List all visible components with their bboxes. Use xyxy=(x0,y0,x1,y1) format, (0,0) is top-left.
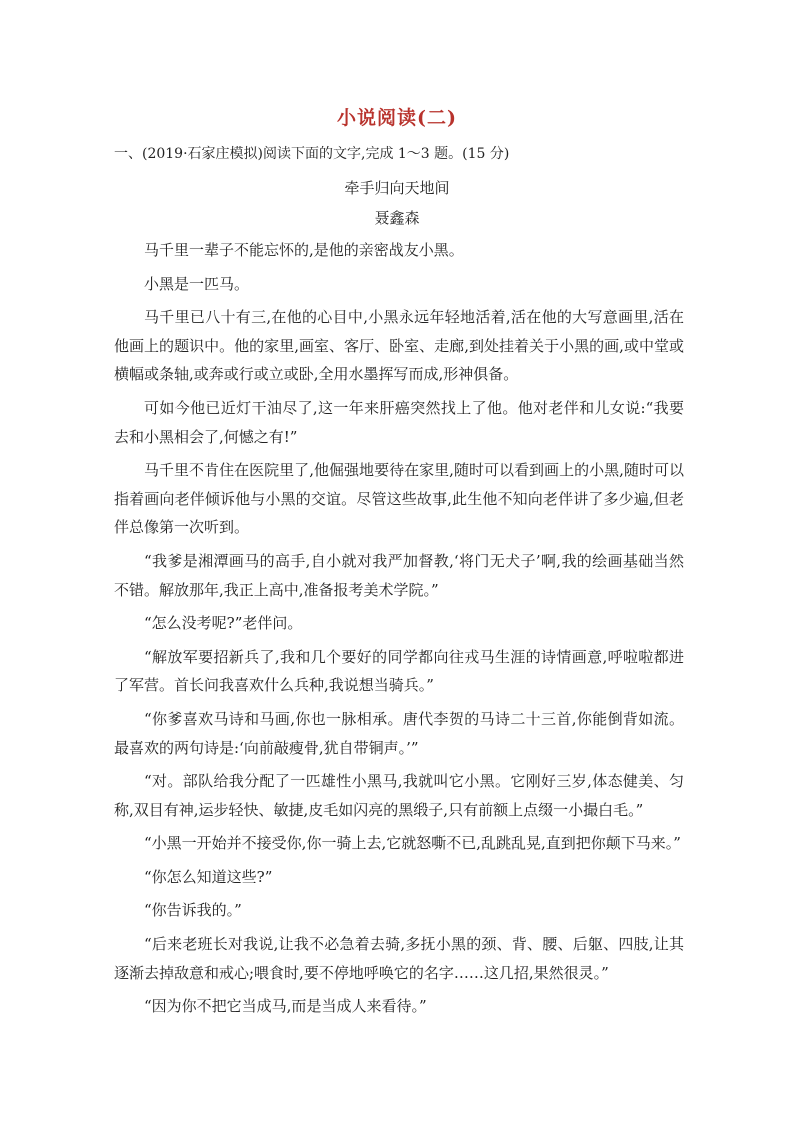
story-title: 牵手归向天地间 xyxy=(344,179,450,197)
paragraph: 小黑是一匹马。 xyxy=(144,274,250,293)
paragraph: 马千里不肯住在医院里了,他倔强地要待在家里,随时可以看到画上的小黑,随时可以指着画向老伴倾诉他与小黑的交谊。尽管这些故事,此生他不知向老伴讲了多少遍,但老伴总像第一次听到。 xyxy=(114,461,684,537)
paragraph: “你告诉我的。” xyxy=(144,901,242,920)
story-author: 聂鑫森 xyxy=(374,209,420,227)
document-title: 小说阅读(二) xyxy=(337,107,457,129)
paragraph: “你怎么知道这些?” xyxy=(144,867,273,886)
paragraph: “小黑一开始并不接受你,你一骑上去,它就怒嘶不已,乱跳乱晃,直到把你颠下马来。” xyxy=(144,834,681,853)
story-body xyxy=(114,236,684,1026)
paragraph: “我爹是湘潭画马的高手,自小就对我严加督教,‘将门无犬子’啊,我的绘画基础当然不错。解放那年,我正上高中,准备报考美术学院。” xyxy=(114,551,684,599)
paragraph: “你爹喜欢马诗和马画,你也一脉相承。唐代李贺的马诗二十三首,你能倒背如流。最喜欢的两句诗是:‘向前敲瘦骨,犹自带铜声。’” xyxy=(114,709,684,757)
question-header: 一、(2019·石家庄模拟)阅读下面的文字,完成 1～3 题。(15 分) xyxy=(114,146,510,162)
paragraph: “解放军要招新兵了,我和几个要好的同学都向往戎马生涯的诗情画意,呼啦啦都进了军营。首长问我喜欢什么兵种,我说想当骑兵。” xyxy=(114,647,684,695)
paragraph: “怎么没考呢?”老伴问。 xyxy=(144,614,303,633)
paragraph: 马千里已八十有三,在他的心目中,小黑永远年轻地活着,活在他的大写意画里,活在他画上的题识中。他的家里,画室、客厅、卧室、走廊,到处挂着关于小黑的画,或中堂或横幅或条轴,或奔或行或立或卧,全用水墨挥写而成,形神俱备。 xyxy=(114,308,684,384)
paragraph: 马千里一辈子不能忘怀的,是他的亲密战友小黑。 xyxy=(144,241,464,259)
paragraph: “对。部队给我分配了一匹雄性小黑马,我就叫它小黑。它刚好三岁,体态健美、匀称,双目有神,运步轻快、敏捷,皮毛如闪亮的黑缎子,只有前额上点缀一小撮白毛。” xyxy=(114,772,684,819)
paragraph: “因为你不把它当成马,而是当成人来看待。” xyxy=(144,997,427,1016)
paragraph: “后来老班长对我说,让我不必急着去骑,多抚小黑的颈、背、腰、后躯、四肢,让其逐渐去掉敌意和戒心;喂食时,要不停地呼唤它的名字……这几招,果然很灵。” xyxy=(114,935,684,982)
paragraph: 可如今他已近灯干油尽了,这一年来肝癌突然找上了他。他对老伴和儿女说:“我要去和小黑相会了,何憾之有!” xyxy=(114,398,684,446)
